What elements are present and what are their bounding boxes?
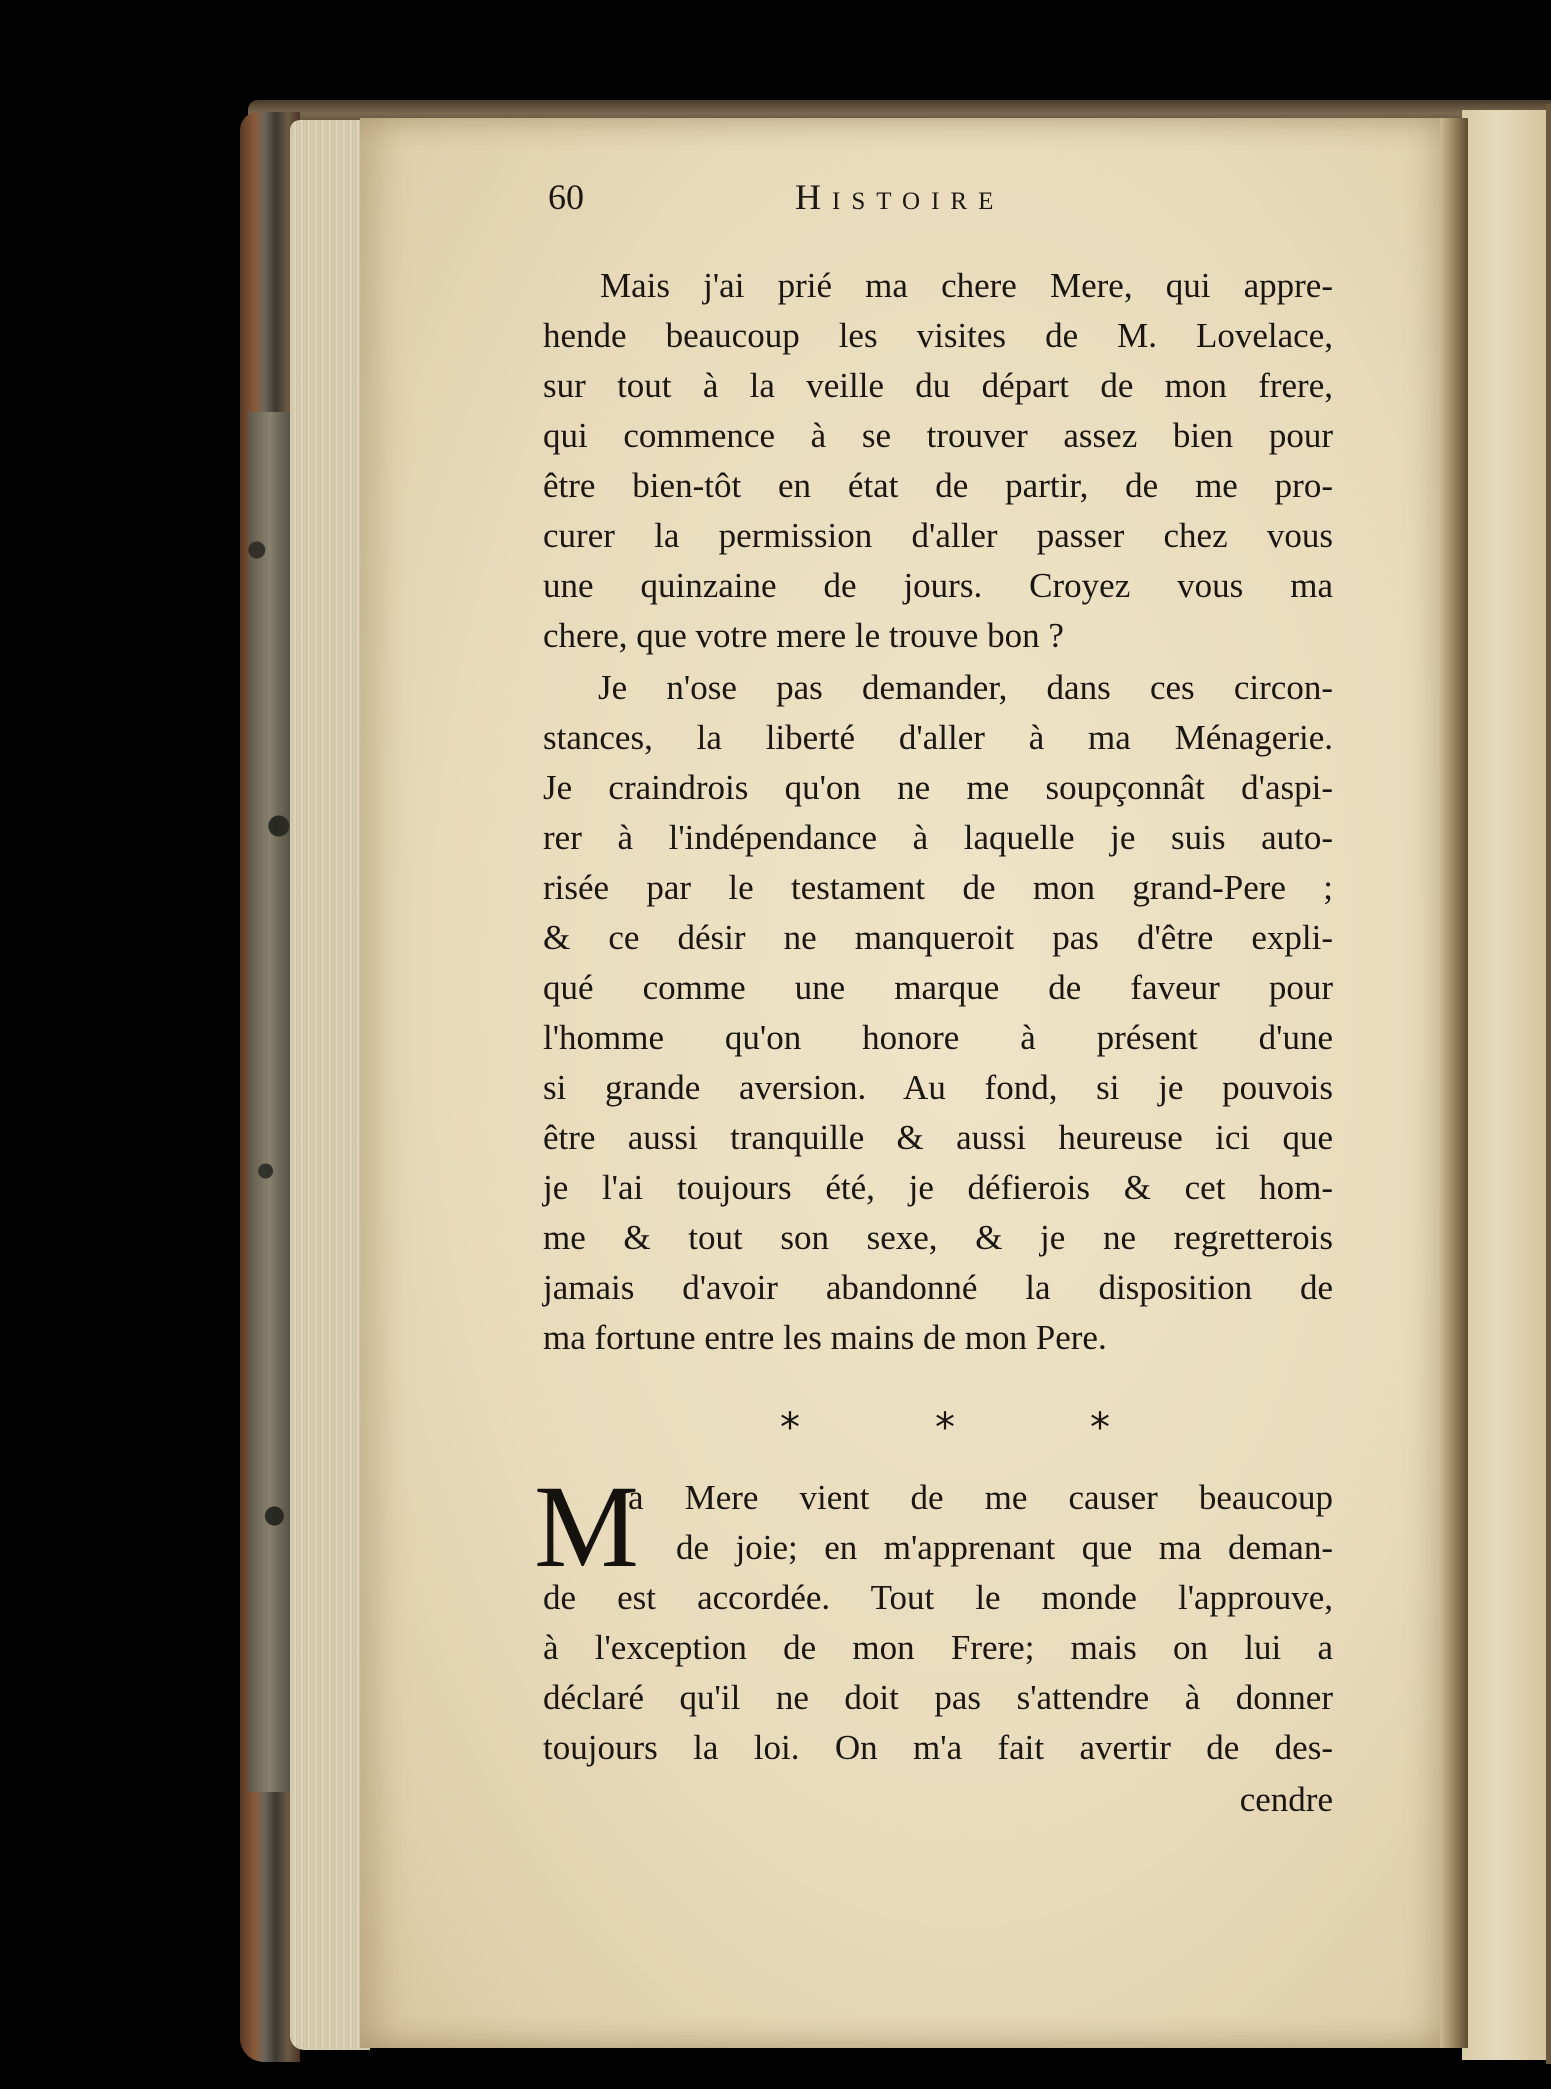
- text-line: sur tout à la veille du départ de mon frere,: [543, 366, 1333, 405]
- text-line: Je craindrois qu'on ne me soupçonnât d'aspi-: [543, 768, 1333, 807]
- text-line: déclaré qu'il ne doit pas s'attendre à donner: [543, 1678, 1333, 1717]
- facing-page-edge: [1546, 104, 1551, 2064]
- text-line: de est accordée. Tout le monde l'approuve,: [543, 1578, 1333, 1617]
- text-line: risée par le testament de mon grand-Pere ;: [543, 868, 1333, 907]
- text-line: rer à l'indépendance à laquelle je suis auto-: [543, 818, 1333, 857]
- text-line: ma fortune entre les mains de mon Pere.: [543, 1318, 1107, 1357]
- text-line: je l'ai toujours été, je défierois & cet hom-: [543, 1168, 1333, 1207]
- separator-star: *: [1090, 1405, 1110, 1451]
- text-line: être aussi tranquille & aussi heureuse ici que: [543, 1118, 1333, 1157]
- page-edges: [290, 120, 370, 2050]
- running-head-title: Histoire: [795, 177, 1005, 217]
- text-line: une quinzaine de jours. Croyez vous ma: [543, 566, 1333, 605]
- text-line: me & tout son sexe, & je ne regretterois: [543, 1218, 1333, 1257]
- text-line: toujours la loi. On m'a fait avertir de des-: [543, 1728, 1333, 1767]
- drop-cap: M: [534, 1461, 639, 1592]
- text-line: stances, la liberté d'aller à ma Ménagerie.: [543, 718, 1333, 757]
- spine-marbling: [248, 412, 292, 1792]
- page-number: 60: [548, 177, 584, 217]
- text-line: qui commence à se trouver assez bien pour: [543, 416, 1333, 455]
- text-line: Mais j'ai prié ma chere Mere, qui appre-: [600, 266, 1333, 305]
- text-line: chere, que votre mere le trouve bon ?: [543, 616, 1064, 655]
- text-line: à l'exception de mon Frere; mais on lui a: [543, 1628, 1333, 1667]
- text-line: l'homme qu'on honore à présent d'une: [543, 1018, 1333, 1057]
- facing-page: [1462, 110, 1551, 2060]
- text-line: a Mere vient de me causer beaucoup: [628, 1478, 1333, 1517]
- text-line: jamais d'avoir abandonné la disposition de: [543, 1268, 1333, 1307]
- text-line: de joie; en m'apprenant que ma deman-: [676, 1528, 1333, 1567]
- text-line: hende beaucoup les visites de M. Lovelace,: [543, 316, 1333, 355]
- page-gutter: [1440, 118, 1468, 2048]
- section-separator: [780, 1405, 1110, 1451]
- separator-star: *: [780, 1405, 800, 1451]
- text-line: qué comme une marque de faveur pour: [543, 968, 1333, 1007]
- catchword: cendre: [1239, 1780, 1333, 1819]
- separator-star: *: [935, 1405, 955, 1451]
- text-line: si grande aversion. Au fond, si je pouvois: [543, 1068, 1333, 1107]
- text-line: & ce désir ne manqueroit pas d'être expli-: [543, 918, 1333, 957]
- text-line: curer la permission d'aller passer chez vous: [543, 516, 1333, 555]
- text-line: être bien-tôt en état de partir, de me pro-: [543, 466, 1333, 505]
- text-line: Je n'ose pas demander, dans ces circon-: [598, 668, 1333, 707]
